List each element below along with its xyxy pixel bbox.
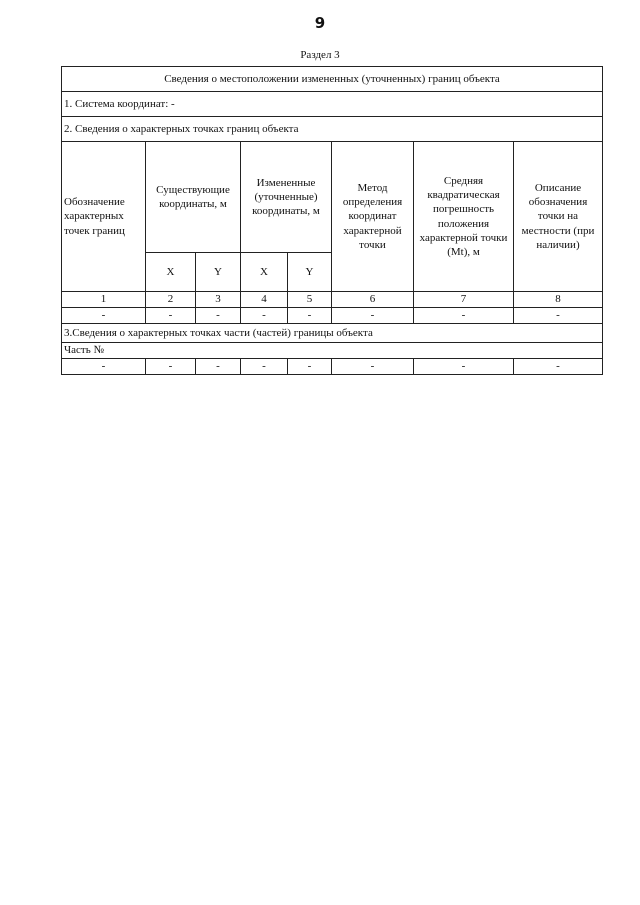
table-cell: - xyxy=(414,359,514,375)
table-cell: - xyxy=(62,359,146,375)
col-number: 1 xyxy=(62,292,146,308)
points-heading: 2. Сведения о характерных точках границ объекта xyxy=(62,117,603,142)
header-description: Описание обозначения точки на местности (при наличии) xyxy=(514,142,603,292)
header-existing: Существующие координаты, м xyxy=(146,142,241,253)
col-number: 8 xyxy=(514,292,603,308)
parts-heading: 3.Сведения о характерных точках части (частей) границы объекта xyxy=(62,324,603,343)
table-cell: - xyxy=(332,308,414,324)
table-cell: - xyxy=(241,308,288,324)
table-row xyxy=(62,308,603,324)
col-number: 4 xyxy=(241,292,288,308)
header-changed: Измененные (уточненные) координаты, м xyxy=(241,142,332,253)
page-number: 9 xyxy=(314,14,326,32)
col-number: 6 xyxy=(332,292,414,308)
table-title: Сведения о местоположении измененных (уточненных) границ объекта xyxy=(62,67,603,92)
col-number: 3 xyxy=(196,292,241,308)
boundary-table xyxy=(61,66,603,375)
col-number: 5 xyxy=(288,292,332,308)
table-cell: - xyxy=(196,308,241,324)
table-cell: - xyxy=(288,308,332,324)
part-label: Часть № xyxy=(62,343,603,359)
table-cell: - xyxy=(196,359,241,375)
table-cell: - xyxy=(241,359,288,375)
table-cell: - xyxy=(62,308,146,324)
header-designation: Обозначение характерных точек границ xyxy=(62,142,146,292)
header-y-changed: Y xyxy=(288,253,332,292)
table-cell: - xyxy=(332,359,414,375)
table-cell: - xyxy=(414,308,514,324)
coord-system-row: 1. Система координат: - xyxy=(62,92,603,117)
table-cell: - xyxy=(288,359,332,375)
table-cell: - xyxy=(514,359,603,375)
column-number-row xyxy=(62,292,603,308)
table-cell: - xyxy=(146,308,196,324)
header-x-changed: X xyxy=(241,253,288,292)
header-y-existing: Y xyxy=(196,253,241,292)
header-method: Метод определения координат характерной точки xyxy=(332,142,414,292)
table-cell: - xyxy=(514,308,603,324)
section-label: Раздел 3 xyxy=(300,49,340,61)
col-number: 7 xyxy=(414,292,514,308)
col-number: 2 xyxy=(146,292,196,308)
table-row xyxy=(62,359,603,375)
header-error: Средняя квадратическая погрешность положения характерной точки (Mt), м xyxy=(414,142,514,292)
header-x-existing: X xyxy=(146,253,196,292)
table-cell: - xyxy=(146,359,196,375)
